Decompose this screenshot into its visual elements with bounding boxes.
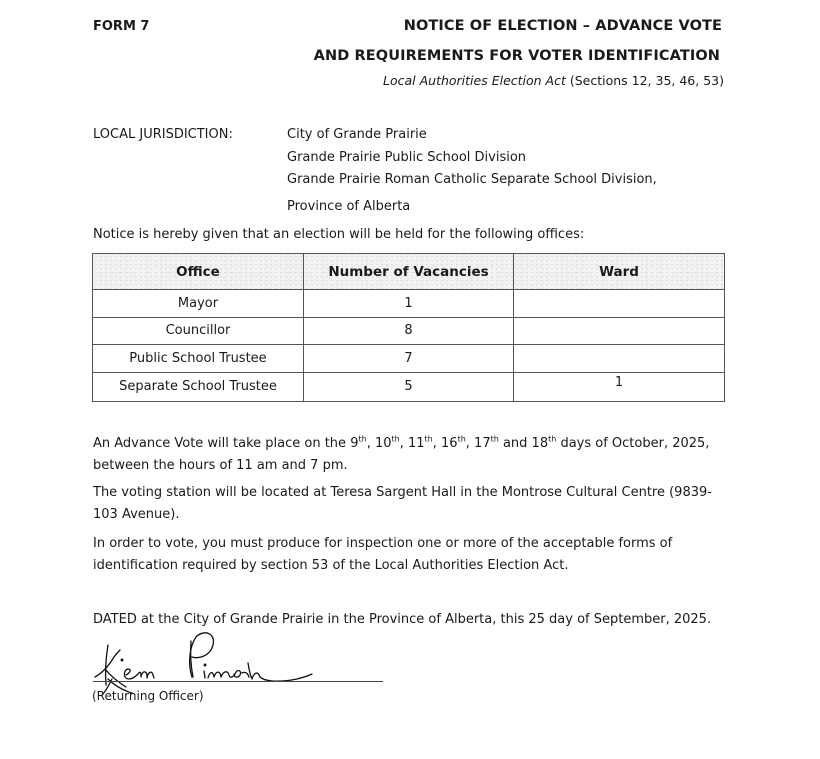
document-title: NOTICE OF ELECTION – ADVANCE VOTE [403, 18, 722, 34]
office-cell: Councillor [93, 317, 304, 345]
ward-cell [514, 290, 725, 318]
day-9: 9th, [350, 434, 375, 451]
offices-table [92, 253, 725, 402]
jurisdiction-label: LOCAL JURISDICTION: [93, 127, 233, 142]
column-header-ward: Ward [514, 254, 725, 290]
day-16: 16th, [441, 434, 475, 451]
vacancies-cell: 8 [304, 317, 514, 345]
notice-text: Notice is hereby given that an election will be held for the following offices: [93, 227, 585, 242]
advance-vote-paragraph [93, 433, 728, 477]
table-header-row [93, 254, 725, 290]
table-row [93, 290, 725, 318]
jurisdiction-line: Province of Alberta [287, 198, 411, 214]
day-17: 17th and [474, 434, 532, 451]
advance-vote-intro: An Advance Vote will take place on the [93, 436, 351, 451]
jurisdiction-line: Grande Prairie Public School Division [287, 149, 527, 165]
table-row [93, 372, 725, 402]
ward-cell [514, 317, 725, 345]
ward-cell: 1 [514, 372, 725, 402]
form-number: FORM 7 [93, 19, 150, 34]
table-row [93, 317, 725, 345]
act-sections: (Sections 12, 35, 46, 53) [565, 73, 724, 88]
document-subtitle: AND REQUIREMENTS FOR VOTER IDENTIFICATION [313, 48, 720, 64]
day-11: 11th, [407, 434, 442, 451]
vacancies-cell: 7 [304, 345, 514, 373]
day-18: 18th [531, 434, 557, 451]
act-name: Local Authorities Election Act [383, 73, 566, 88]
vacancies-cell: 1 [304, 290, 514, 318]
vacancies-cell: 5 [304, 372, 514, 402]
jurisdiction-line: City of Grande Prairie [287, 127, 427, 142]
signature-caption: (Returning Officer) [92, 689, 204, 703]
column-header-vacancies: Number of Vacancies [304, 254, 514, 290]
office-cell: Separate School Trustee [93, 372, 304, 402]
ward-cell [514, 345, 725, 373]
jurisdiction-list [287, 127, 657, 221]
signature-line [93, 681, 383, 682]
column-header-office: Office [93, 254, 304, 290]
dated-statement: DATED at the City of Grande Prairie in the Province of Alberta, this 25 day of September, 2025. [93, 612, 712, 627]
act-reference [383, 73, 724, 88]
location-paragraph: The voting station will be located at Teresa Sargent Hall in the Montrose Cultural Centre (9839-103 Avenue). [93, 485, 712, 522]
advance-vote-outro: days of October, 2025, between the hours of 11 am and 7 pm. [93, 436, 710, 473]
day-10: 10th, [374, 434, 408, 451]
jurisdiction-line: Grande Prairie Roman Catholic Separate School Division, [287, 172, 657, 187]
identification-paragraph: In order to vote, you must produce for inspection one or more of the acceptable forms of identification required by section 53 of the Local Authorities Election Act. [93, 536, 673, 573]
office-cell: Mayor [93, 290, 304, 318]
table-row [93, 345, 725, 373]
office-cell: Public School Trustee [93, 345, 304, 373]
